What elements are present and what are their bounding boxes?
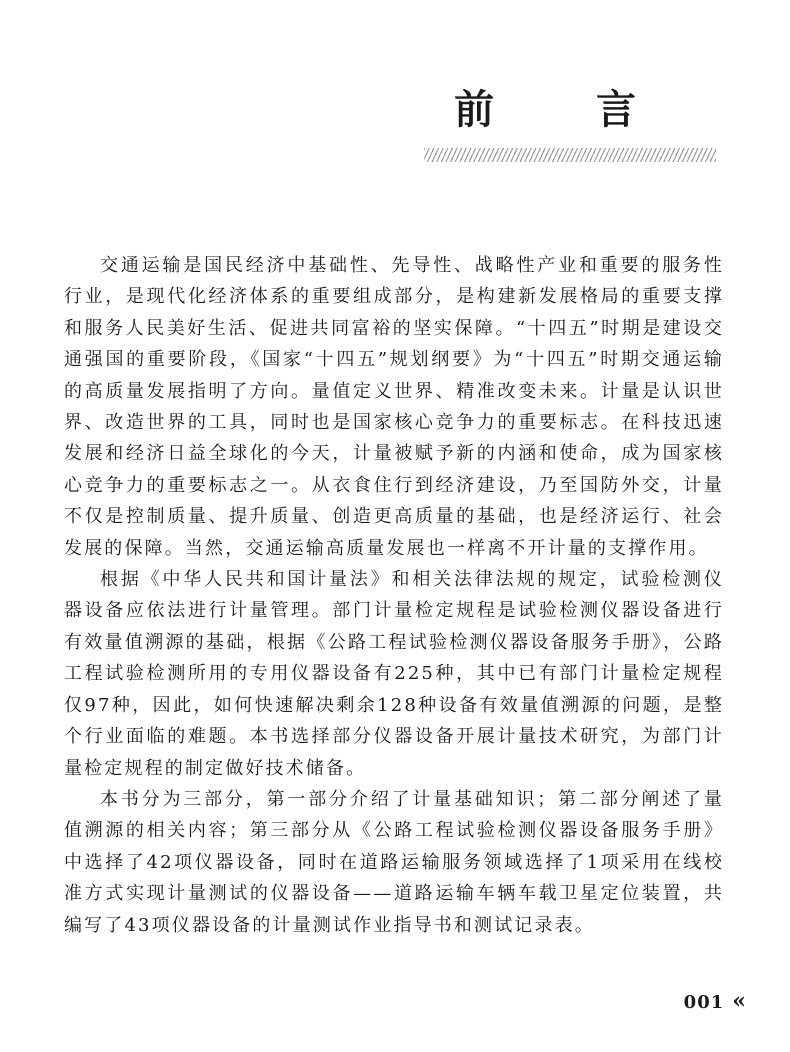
paragraph-1: 交通运输是国民经济中基础性、先导性、战略性产业和重要的服务性行业，是现代化经济体系的重要组成部分，是构建新发展格局的重要支撑和服务人民美好生活、促进共同富裕的坚实保障。“十四五”时期是建设交通强国的重要阶段，《国家“十四五”规划纲要》为“十四五”时期交通运输的高质量发展指明了方向。量值定义世界、精准改变未来。计量是认识世界、改造世界的工具，同时也是国家核心竞争力的重要标志。在科技迅速发展和经济日益全球化的今天，计量被赋予新的内涵和使命，成为国家核心竞争力的重要标志之一。从衣食住行到经济建设，乃至国防外交，计量不仅是控制质量、提升质量、创造更高质量的基础，也是经济运行、社会发展的保障。当然，交通运输高质量发展也一样离不开计量的支撑作用。 xyxy=(64,255,724,559)
page-mark-icon: « xyxy=(732,988,746,1014)
title-decorative-rule xyxy=(424,148,716,162)
page-number xyxy=(684,988,746,1014)
page-number-value: 001 xyxy=(683,992,725,1013)
page-title: 前 言 xyxy=(454,87,680,133)
paragraph-2: 根据《中华人民共和国计量法》和相关法律法规的规定，试验检测仪器设备应依法进行计量管理。部门计量检定规程是试验检测仪器设备进行有效量值溯源的基础，根据《公路工程试验检测仪器设备服务手册》，公路工程试验检测所用的专用仪器设备有225种，其中已有部门计量检定规程仅97种，因此，如何快速解决剩余128种设备有效量值溯源的问题，是整个行业面临的难题。本书选择部分仪器设备开展计量技术研究，为部门计量检定规程的制定做好技术储备。 xyxy=(64,569,724,779)
paragraph-3: 本书分为三部分，第一部分介绍了计量基础知识；第二部分阐述了量值溯源的相关内容；第三部分从《公路工程试验检测仪器设备服务手册》中选择了42项仪器设备，同时在道路运输服务领域选择了1项采用在线校准方式实现计量测试的仪器设备——道路运输车辆车载卫星定位装置，共编写了43项仪器设备的计量测试作业指导书和测试记录表。 xyxy=(64,788,724,936)
body-text xyxy=(64,250,724,941)
